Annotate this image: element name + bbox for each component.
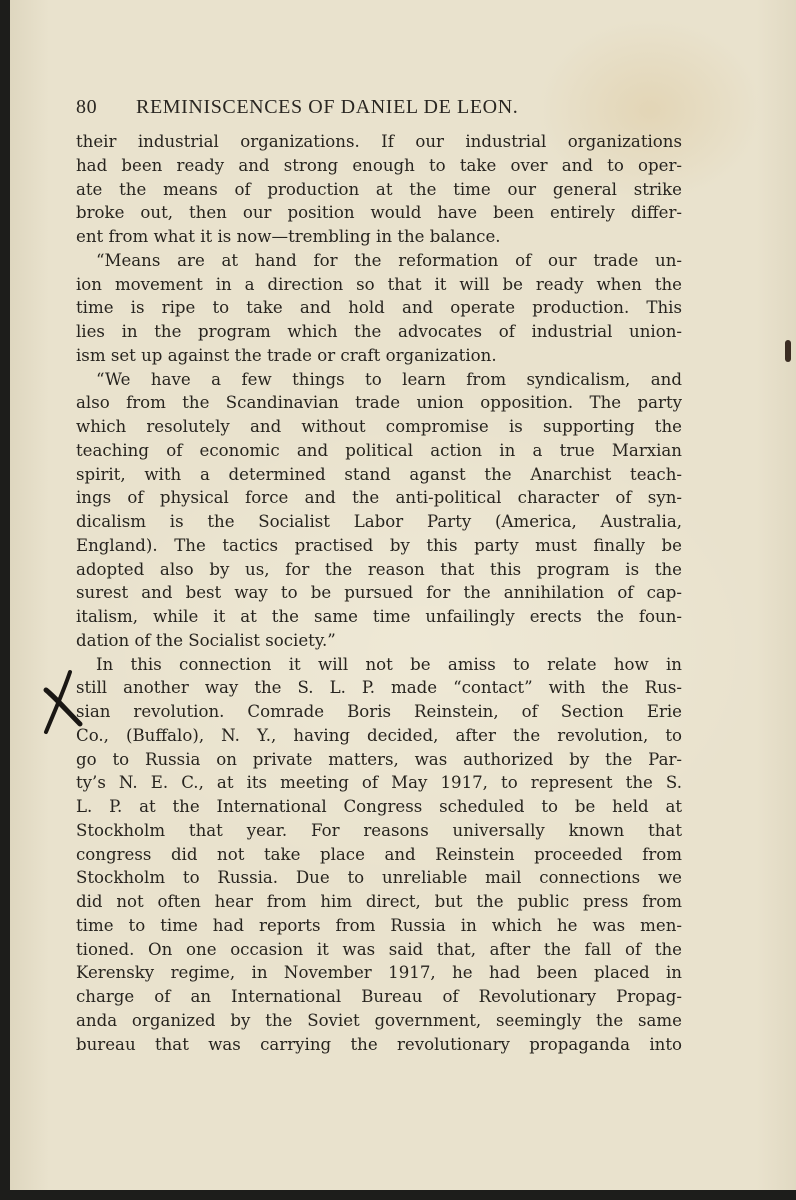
- text-line: spirit, with a determined stand aganst the Anarchist teach-: [76, 464, 682, 484]
- paragraph: [76, 368, 682, 653]
- text-line: dicalism is the Socialist Labor Party (America, Australia,: [76, 512, 682, 531]
- body-text: [76, 130, 682, 1056]
- running-head: [76, 96, 636, 119]
- text-line: italism, while it at the same time unfailingly erects the foun-: [76, 607, 682, 626]
- text-line: bureau that was carrying the revolutionary propaganda into: [76, 1034, 682, 1054]
- text-line: had been ready and strong enough to take over and to oper-: [76, 155, 682, 175]
- text-line: In this connection it will not be amiss to relate how in: [96, 654, 682, 674]
- text-line: England). The tactics practised by this party must finally be: [76, 535, 682, 555]
- text-line: charge of an International Bureau of Revolutionary Propag-: [76, 987, 682, 1006]
- paragraph: [76, 249, 682, 368]
- text-line: “Means are at hand for the reformation of our trade un-: [96, 250, 682, 270]
- text-line: Stockholm that year. For reasons universally known that: [76, 820, 682, 840]
- text-line: Co., (Buffalo), N. Y., having decided, after the revolution, to: [76, 725, 682, 745]
- text-line: teaching of economic and political action in a true Marxian: [76, 440, 682, 460]
- text-line: adopted also by us, for the reason that this program is the: [76, 559, 682, 579]
- text-line: ty’s N. E. C., at its meeting of May 1917, to represent the S.: [76, 773, 682, 793]
- text-line: ent from what it is now—trembling in the balance.: [76, 227, 501, 246]
- text-line: anda organized by the Soviet government, seemingly the same: [76, 1010, 682, 1030]
- text-line: surest and best way to be pursued for the annihilation of cap-: [76, 583, 682, 603]
- paragraph: [76, 130, 682, 249]
- text-line: sian revolution. Comrade Boris Reinstein, of Section Erie: [76, 702, 682, 721]
- text-line: Kerensky regime, in November 1917, he had been placed in: [76, 963, 682, 983]
- text-line: time is ripe to take and hold and operate production. This: [76, 298, 682, 318]
- text-line: ate the means of production at the time our general strike: [76, 179, 682, 199]
- text-line: “We have a few things to learn from syndicalism, and: [96, 369, 682, 389]
- text-line: which resolutely and without compromise is supporting the: [76, 417, 682, 436]
- page-number: 80: [76, 96, 98, 118]
- text-line: lies in the program which the advocates of industrial union-: [76, 322, 682, 341]
- text-line: go to Russia on private matters, was authorized by the Par-: [76, 749, 682, 769]
- text-line: broke out, then our position would have been entirely differ-: [76, 203, 682, 223]
- paragraph: [76, 653, 682, 1057]
- text-line: also from the Scandinavian trade union opposition. The party: [76, 393, 682, 413]
- running-title: REMINISCENCES OF DANIEL DE LEON.: [136, 96, 519, 118]
- text-line: time to time had reports from Russia in which he was men-: [76, 915, 682, 935]
- text-line: Stockholm to Russia. Due to unreliable mail connections we: [76, 868, 682, 888]
- text-line: did not often hear from him direct, but the public press from: [76, 892, 682, 911]
- book-page: [10, 0, 796, 1190]
- text-line: ion movement in a direction so that it will be ready when the: [76, 274, 682, 294]
- text-line: dation of the Socialist society.”: [76, 630, 336, 650]
- text-line: L. P. at the International Congress scheduled to be held at: [76, 797, 682, 816]
- page-edge-speck: [785, 340, 791, 362]
- text-line: congress did not take place and Reinstein proceeded from: [76, 844, 682, 864]
- text-line: ings of physical force and the anti-political character of syn-: [76, 488, 682, 508]
- text-line: tioned. On one occasion it was said that, after the fall of the: [76, 939, 682, 959]
- handwritten-x-mark-icon: [40, 668, 84, 738]
- text-line: still another way the S. L. P. made “contact” with the Rus-: [76, 678, 682, 698]
- text-line: ism set up against the trade or craft organization.: [76, 345, 497, 365]
- text-line: their industrial organizations. If our industrial organizations: [76, 132, 682, 151]
